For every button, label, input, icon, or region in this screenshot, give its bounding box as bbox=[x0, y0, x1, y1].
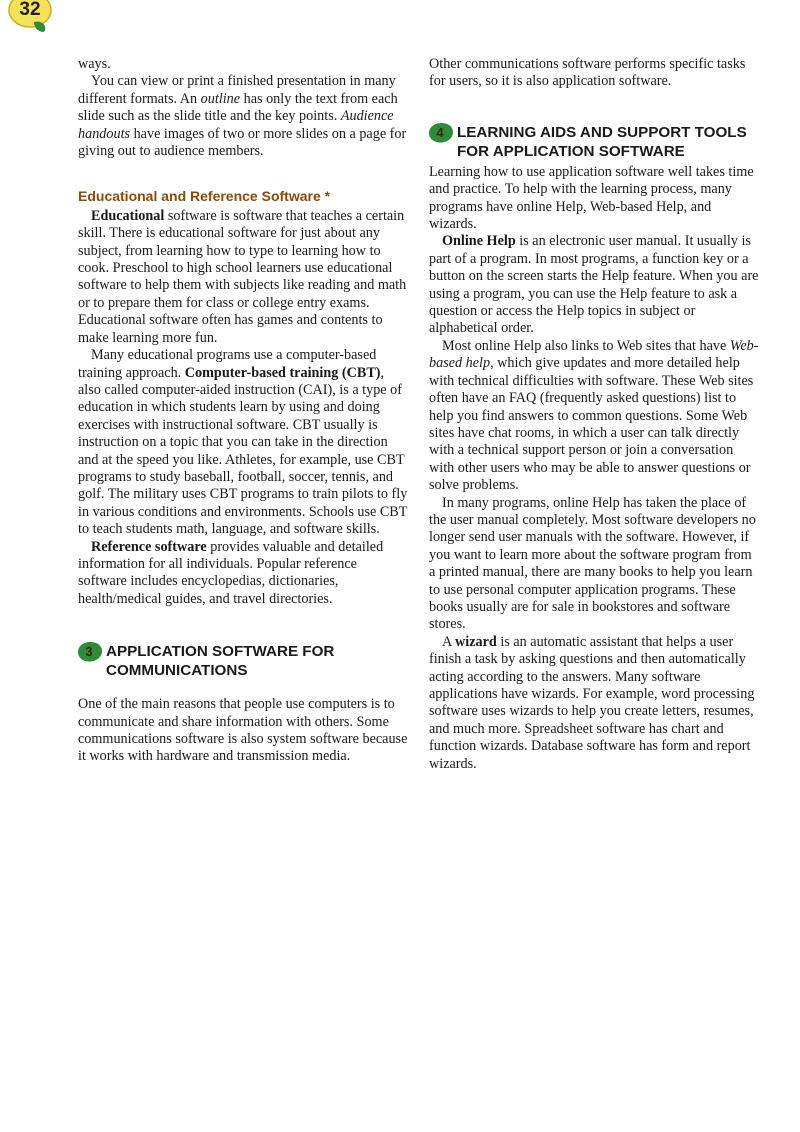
paragraph-wizard: A wizard is an automatic assistant that helps a user finish a task by asking questions and then automatically acting according to the answers. Many software applications have wizards. For example, word processing software uses wizards to help you create letters, resumes, and much more. Spreadsheet software has chart and function wizards. Database software has form and report wizards. bbox=[429, 633, 755, 772]
section-number-icon: 3 bbox=[76, 640, 106, 664]
term-web-based-help: Web-based help bbox=[429, 337, 759, 372]
paragraph-web-based-help: Most online Help also links to Web sites that have Web-based help, which give updates and more detailed help with technical difficulties with software. These Web sites often have an FAQ (frequently asked questions) list to help you find answers to common questions. Some Web sites have chat rooms, in which a user can talk directly with a technical support person or join a conversation with other users who may be able to answer questions or solve problems. bbox=[429, 337, 759, 494]
paragraph-other-communications: Other communications software performs specific tasks for users, so it is also application software. bbox=[429, 56, 746, 90]
section-title-learning-aids: LEARNING AIDS AND SUPPORT TOOLS FOR APPLICATION SOFTWARE bbox=[457, 123, 747, 160]
right-column bbox=[429, 56, 759, 773]
paragraph-learning: Learning how to use application software well takes time and practice. To help with the learning process, many programs have online Help, Web-based Help, and wizards. bbox=[429, 163, 754, 233]
term-wizard: wizard bbox=[455, 633, 497, 650]
left-column bbox=[78, 56, 408, 766]
section-heading-communications bbox=[78, 642, 408, 680]
term-online-help: Online Help bbox=[442, 233, 516, 250]
page-number: 32 bbox=[19, 0, 41, 20]
subheading-mark: * bbox=[324, 188, 331, 205]
subheading-educational-reference: Educational and Reference Software * bbox=[78, 188, 331, 205]
paragraph-cbt: Many educational programs use a computer-based training approach. Computer-based training (CBT), also called computer-aided instruction (CAI), is a type of education in which students learn by using and doing exercises with instructional software. CBT usually is instruction on a topic that you can take in the direction and at the speed you like. Athletes, for example, use CBT programs to study baseball, football, soccer, tennis, and golf. The military uses CBT programs to train pilots to fly in various conditions and environments. Schools use CBT to teach students math, language, and software skills. bbox=[78, 347, 408, 538]
term-reference-software: Reference software bbox=[91, 538, 207, 555]
paragraph-presentation: You can view or print a finished presentation in many different formats. An outline has only the text from each slide such as the slide title and the key points. Audience handouts have images of two or more slides on a page for giving out to audience members. bbox=[78, 73, 407, 160]
section-title-communications: APPLICATION SOFTWARE FOR COMMUNICATIONS bbox=[106, 643, 335, 680]
page-number-badge bbox=[8, 0, 54, 34]
term-cbt: Computer-based training (CBT) bbox=[184, 364, 381, 381]
paragraph-ways: ways. bbox=[78, 56, 111, 72]
paragraph-communications: One of the main reasons that people use computers is to communicate and share information with others. Some communications software is also system software because it works with hardware and transmission media. bbox=[78, 696, 408, 765]
paragraph-user-manual: In many programs, online Help has taken the place of the user manual completely. Most software developers no longer send user manuals with the software. However, if you want to learn more about the software program from a printed manual, there are many books to help you learn to use personal computer application programs. These books usually are for sale in bookstores and software stores. bbox=[429, 494, 756, 633]
paragraph-online-help: Online Help is an electronic user manual. It usually is part of a program. In most programs, a function key or a button on the screen starts the Help feature. When you are using a program, you can use the Help feature to ask a question or access the Help topics in subject or alphabetical order. bbox=[429, 233, 759, 337]
paragraph-educational: Educational software is software that teaches a certain skill. There is educational software for just about any subject, from learning how to type to learning how to cook. Preschool to high school learners use educational software to help them with subjects like reading and math or to prepare them for class or college entry exams. Educational software often has games and contents to make learning more fun. bbox=[78, 207, 407, 346]
term-educational: Educational bbox=[91, 207, 165, 224]
section-heading-learning-aids bbox=[429, 123, 759, 161]
paragraph-reference: Reference software provides valuable and detailed information for all individuals. Popular reference software includes encyclopedias, dictionaries, health/medical guides, and travel directories. bbox=[78, 538, 384, 607]
term-outline: outline bbox=[200, 90, 241, 107]
term-audience-handouts: Audience handouts bbox=[78, 108, 394, 142]
section-number-icon: 4 bbox=[427, 121, 457, 145]
